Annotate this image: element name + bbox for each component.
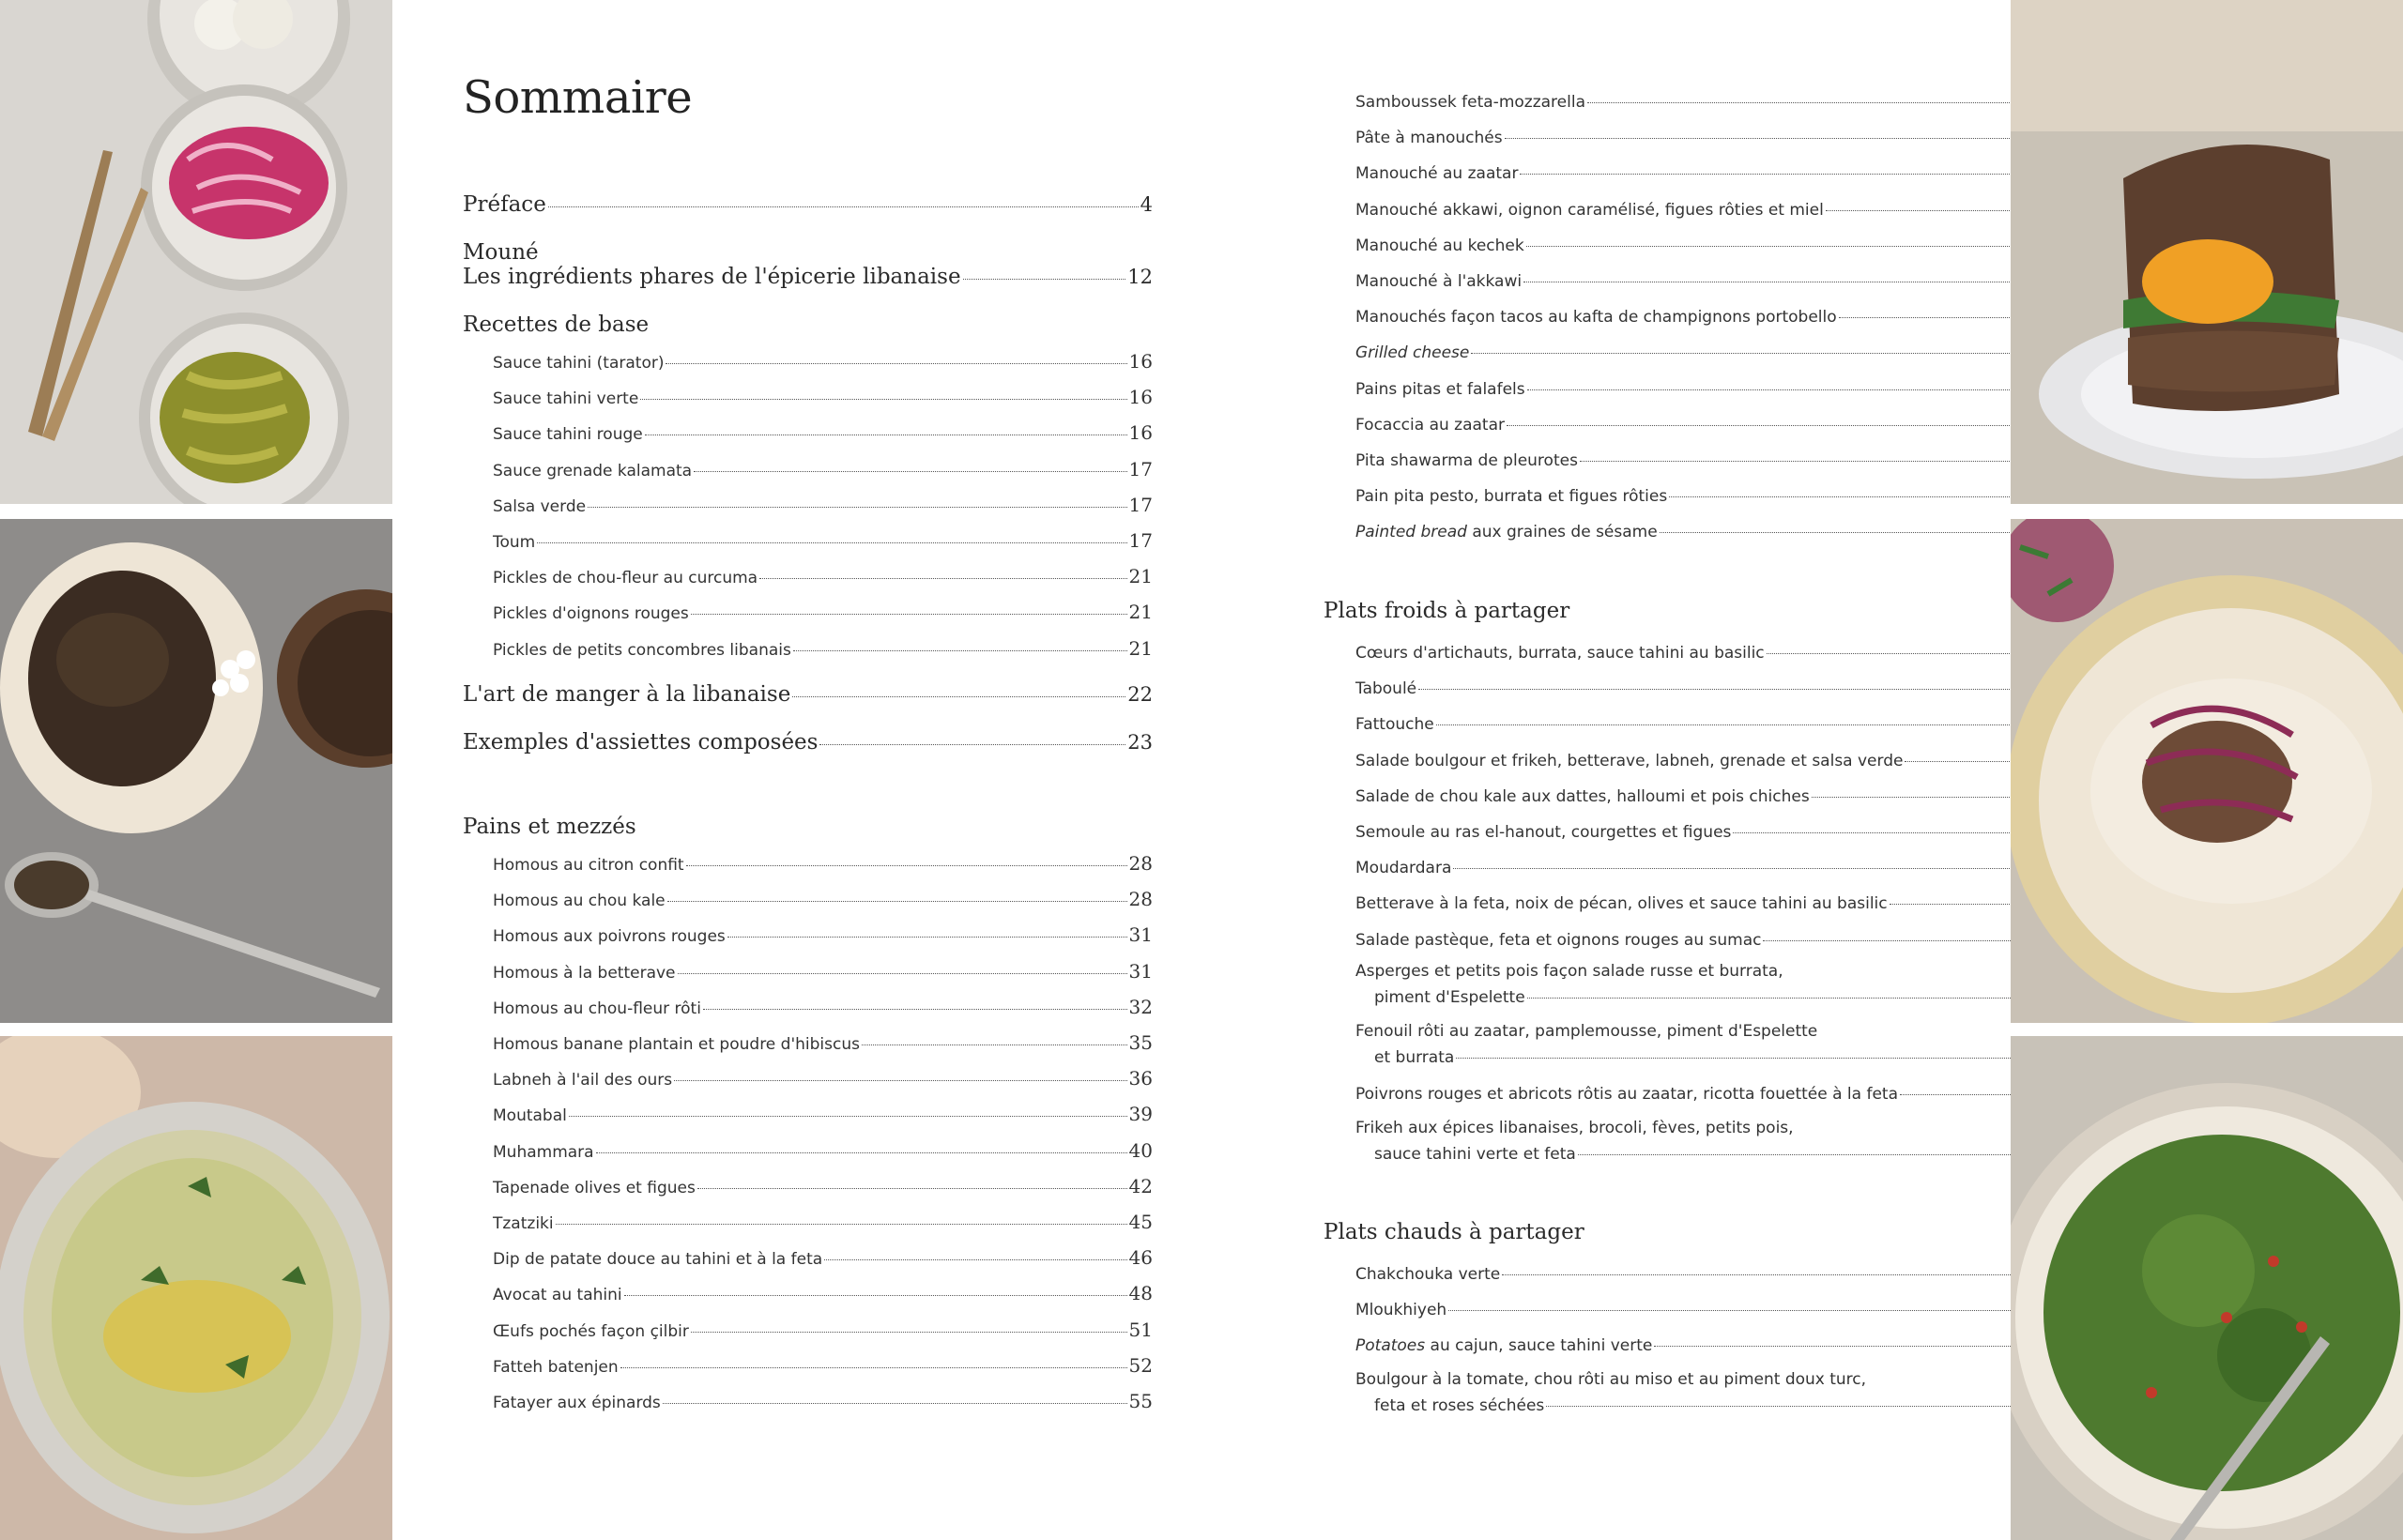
leader-dots (686, 865, 1127, 866)
leader-dots (537, 542, 1126, 543)
page-number: 32 (1128, 995, 1153, 1018)
page-number: 48 (1128, 1282, 1153, 1305)
page-number: 31 (1128, 923, 1153, 947)
toc-entry-label: Fatteh batenjen (493, 1357, 619, 1377)
toc-entry[interactable] (463, 682, 1153, 707)
toc-entry-label: Manouché au kechek (1355, 236, 1524, 255)
toc-entry-label: L'art de manger à la libanaise (463, 682, 791, 707)
toc-entry[interactable] (493, 565, 1153, 587)
leader-dots (792, 696, 1125, 697)
toc-entry-label: feta et roses séchées (1374, 1396, 1545, 1415)
toc-entry[interactable] (493, 494, 1153, 516)
page-number: 42 (1128, 1174, 1153, 1197)
toc-entry[interactable] (493, 923, 1153, 946)
leader-dots (556, 1224, 1127, 1225)
toc-entry[interactable] (493, 529, 1153, 552)
page-number: 17 (1128, 493, 1153, 516)
toc-entry-label: Mouné (463, 240, 539, 265)
toc-entry-label: Boulgour à la tomate, chou rôti au miso et au piment doux turc, (1355, 1370, 1867, 1389)
page-number: 31 (1128, 959, 1153, 983)
toc-entry[interactable] (493, 1103, 1153, 1125)
photo-shawarma-plate (2011, 519, 2403, 1023)
toc-entry[interactable] (493, 1246, 1153, 1269)
toc-entry-label: piment d'Espelette (1374, 988, 1525, 1007)
toc-entry[interactable] (493, 888, 1153, 910)
leader-dots (667, 901, 1127, 902)
leader-dots (596, 1152, 1127, 1153)
toc-entry-label: Moutabal (493, 1106, 567, 1126)
leader-dots (697, 1188, 1127, 1189)
page-number: 55 (1128, 1390, 1153, 1412)
toc-entry-label: Taboulé (1355, 679, 1417, 699)
leader-dots (819, 744, 1125, 745)
toc-entry[interactable] (493, 1282, 1153, 1304)
toc-entry[interactable] (493, 996, 1153, 1018)
toc-entry-label: Semoule au ras el-hanout, courgettes et figues (1355, 823, 1732, 842)
toc-entry-label: et burrata (1374, 1048, 1455, 1067)
leader-dots (793, 650, 1127, 651)
toc-entry-label: Tapenade olives et figues (493, 1178, 696, 1197)
toc-entry-label: Homous banane plantain et poudre d'hibiscus (493, 1035, 860, 1054)
toc-entry-label: Salade pastèque, feta et oignons rouges au sumac (1355, 930, 1762, 950)
toc-entry-label: Manouchés façon tacos au kafta de champignons portobello (1355, 308, 1837, 328)
toc-entry[interactable] (493, 1175, 1153, 1197)
toc-entry[interactable] (493, 852, 1153, 875)
toc-entry-label: Pâte à manouchés (1355, 129, 1503, 148)
toc-entry[interactable] (493, 637, 1153, 660)
photo-flatbread-zaatar (0, 519, 392, 1023)
toc-entry-label: sauce tahini verte et feta (1374, 1145, 1576, 1164)
toc-entry-label: Préface (463, 192, 546, 217)
leader-dots (824, 1259, 1126, 1260)
page-number: 4 (1140, 193, 1153, 216)
page-number: 40 (1128, 1138, 1153, 1162)
page-number: 36 (1128, 1067, 1153, 1090)
leader-dots (691, 1332, 1127, 1333)
toc-entry-label: Focaccia au zaatar (1355, 415, 1506, 435)
toc-entry-label: Homous aux poivrons rouges (493, 927, 726, 947)
toc-entry-label: Fenouil rôti au zaatar, pamplemousse, piment d'Espelette (1355, 1022, 1818, 1041)
leader-dots (569, 1116, 1127, 1117)
toc-entry-label: Tzatziki (493, 1214, 554, 1233)
toc-entry-label: Painted bread aux graines de sésame (1355, 523, 1658, 541)
toc-entry[interactable] (463, 192, 1153, 217)
toc-entry[interactable] (493, 458, 1153, 480)
toc-entry-label: Sauce grenade kalamata (493, 461, 693, 480)
toc-entry-label: Salsa verde (493, 496, 587, 516)
toc-entry-label: Muhammara (493, 1142, 594, 1162)
toc-entry-label: Labneh à l'ail des ours (493, 1071, 673, 1090)
toc-entry-label: Pickles de petits concombres libanais (493, 640, 791, 660)
section-heading-pains-et-mezzes: Pains et mezzés (463, 815, 636, 839)
leader-dots (548, 206, 1139, 207)
toc-entry[interactable] (493, 601, 1153, 623)
toc-entry-label: Fatayer aux épinards (493, 1394, 661, 1412)
page-number: 16 (1128, 421, 1153, 445)
toc-entry-label: Fattouche (1355, 715, 1434, 735)
toc-entry-label: Chakchouka verte (1355, 1265, 1501, 1284)
toc-entry[interactable] (493, 1354, 1153, 1377)
toc-entry-label: Manouché au zaatar (1355, 164, 1519, 184)
toc-entry-label: Poivrons rouges et abricots rôtis au zaatar, ricotta fouettée à la feta (1355, 1085, 1898, 1104)
photo-taboule-plate (2011, 1036, 2403, 1540)
section-heading-recettes-de-base: Recettes de base (463, 313, 650, 337)
toc-entry-label: Homous au chou kale (493, 892, 666, 911)
page-number: 23 (1127, 731, 1153, 754)
toc-entry[interactable] (493, 1031, 1153, 1054)
toc-entry-label: Asperges et petits pois façon salade russe et burrata, (1355, 962, 1783, 981)
toc-entry-label: Cœurs d'artichauts, burrata, sauce tahini au basilic (1355, 644, 1765, 663)
toc-entry-label: Avocat au tahini (493, 1286, 622, 1305)
toc-entry-label: Manouché à l'akkawi (1355, 272, 1523, 291)
leader-dots (727, 937, 1127, 938)
toc-left-page (392, 0, 1153, 1540)
toc-entry[interactable] (493, 1139, 1153, 1162)
toc-entry-label: Œufs pochés façon çilbir (493, 1321, 689, 1341)
toc-entry-label: Homous au chou-fleur rôti (493, 999, 701, 1018)
page-number: 17 (1128, 529, 1153, 552)
page-number: 21 (1128, 636, 1153, 660)
toc-entry-label: Mloukhiyeh (1355, 1301, 1447, 1320)
section-heading-plats-chauds: Plats chauds à partager (1324, 1220, 1584, 1244)
photo-grilled-cheese (2011, 0, 2403, 504)
toc-entry[interactable] (493, 350, 1153, 373)
page-number: 28 (1128, 888, 1153, 911)
leader-dots (963, 279, 1126, 280)
page-number: 16 (1128, 350, 1153, 373)
toc-entry[interactable] (493, 1211, 1153, 1233)
page-number: 46 (1128, 1246, 1153, 1270)
leader-dots (691, 614, 1127, 615)
toc-entry-label: Potatoes au cajun, sauce tahini verte (1355, 1336, 1653, 1355)
leader-dots (588, 507, 1126, 508)
page-number: 39 (1128, 1103, 1153, 1126)
leader-dots (624, 1295, 1127, 1296)
toc-entry[interactable] (493, 960, 1153, 983)
toc-entry-label: Salade de chou kale aux dattes, halloumi et pois chiches (1355, 786, 1810, 806)
page-number: 21 (1128, 601, 1153, 624)
toc-entry-label: Homous au citron confit (493, 856, 684, 875)
toc-entry-label: Pita shawarma de pleurotes (1355, 451, 1578, 470)
page-number: 28 (1128, 852, 1153, 875)
toc-entry-label: Homous à la betterave (493, 963, 676, 983)
toc-entry[interactable] (493, 386, 1153, 408)
leader-dots (666, 363, 1126, 364)
toc-entry[interactable] (493, 1390, 1153, 1412)
toc-entry-label: Manouché akkawi, oignon caramélisé, figues rôties et miel (1355, 200, 1824, 220)
leader-dots (640, 399, 1126, 400)
page-number: 17 (1128, 457, 1153, 480)
page-number: 52 (1128, 1353, 1153, 1377)
photo-hummus-bowl (0, 1036, 392, 1540)
toc-right-page (1145, 0, 2011, 1540)
toc-entry-label: Pains pitas et falafels (1355, 379, 1525, 399)
leader-dots (620, 1367, 1127, 1368)
toc-entry[interactable] (463, 265, 1153, 289)
leader-dots (674, 1080, 1126, 1081)
leader-dots (694, 471, 1126, 472)
toc-entry[interactable] (463, 730, 1153, 755)
page-number: 45 (1128, 1211, 1153, 1233)
toc-entry-label: Betterave à la feta, noix de pécan, olives et sauce tahini au basilic (1355, 894, 1888, 914)
toc-entry-label: Sauce tahini rouge (493, 425, 643, 445)
page-title: Sommaire (463, 71, 693, 124)
toc-entry-label: Exemples d'assiettes composées (463, 730, 819, 755)
photo-pickles-plates (0, 0, 392, 504)
page-number: 16 (1128, 386, 1153, 409)
toc-entry-label: Dip de patate douce au tahini et à la feta (493, 1250, 823, 1270)
toc-entry-label: Sauce tahini (tarator) (493, 354, 665, 373)
leader-dots (678, 973, 1127, 974)
leader-dots (703, 1009, 1127, 1010)
toc-entry-label: Toum (493, 533, 536, 552)
toc-entry-label: Frikeh aux épices libanaises, brocoli, fèves, petits pois, (1355, 1119, 1794, 1137)
leader-dots (759, 578, 1126, 579)
toc-entry[interactable] (493, 421, 1153, 444)
toc-entry-label: Les ingrédients phares de l'épicerie libanaise (463, 265, 961, 289)
toc-entry-label: Grilled cheese (1355, 343, 1470, 363)
toc-entry-label: Sauce tahini verte (493, 389, 639, 409)
page-number: 21 (1128, 565, 1153, 588)
leader-dots (862, 1044, 1127, 1045)
page-number: 51 (1128, 1318, 1153, 1341)
toc-entry-label: Pain pita pesto, burrata et figues rôties (1355, 487, 1668, 507)
toc-entry-label: Moudardara (1355, 859, 1452, 878)
toc-entry-label: Salade boulgour et frikeh, betterave, labneh, grenade et salsa verde (1355, 751, 1904, 770)
toc-entry-label: Pickles de chou-fleur au curcuma (493, 569, 758, 588)
section-heading-plats-froids: Plats froids à partager (1324, 599, 1570, 623)
page-number: 22 (1127, 683, 1153, 706)
page-number: 35 (1128, 1031, 1153, 1054)
toc-entry[interactable] (493, 1067, 1153, 1090)
toc-entry-label: Pickles d'oignons rouges (493, 604, 689, 624)
page-number: 12 (1127, 266, 1153, 288)
toc-entry[interactable] (493, 1319, 1153, 1341)
toc-entry-label: Samboussek feta-mozzarella (1355, 93, 1585, 112)
leader-dots (663, 1403, 1127, 1404)
